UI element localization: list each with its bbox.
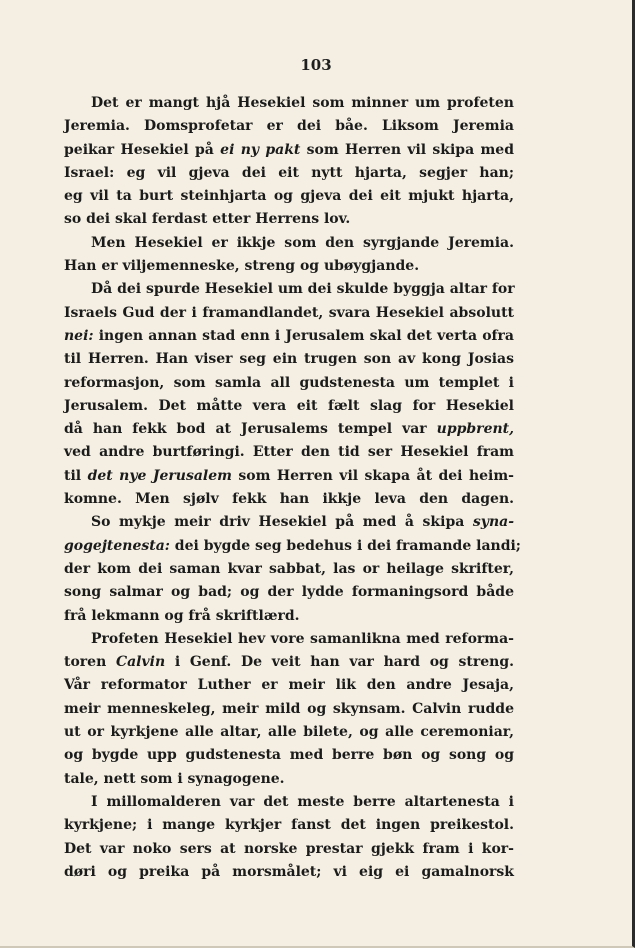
text-line [64, 162, 514, 185]
text-segment: toren [64, 654, 116, 671]
text-line [64, 232, 514, 255]
italic-text: uppbrent, [436, 421, 514, 438]
text-line [64, 744, 514, 767]
text-line [64, 768, 514, 791]
body-text [64, 92, 521, 884]
text-line [64, 395, 514, 418]
text-segment: Israel: eg vil gjeva dei eit nytt hjarta, segjer han; [64, 164, 514, 181]
text-line [64, 651, 514, 674]
text-line [64, 581, 514, 604]
text-segment: Vår reformator Luther er meir lik den andre Jesaja, [64, 677, 514, 694]
text-segment: ved andre burtføringi. Etter den tid ser Hesekiel fram [64, 444, 514, 461]
page-number: 103 [300, 56, 332, 74]
text-segment: Israels Gud der i framandlandet, svara Hesekiel absolutt [64, 304, 514, 321]
italic-text: Calvin [115, 654, 166, 671]
italic-text: gogejtenesta: [64, 537, 170, 554]
text-segment: som Herren vil skapa åt dei heim- [231, 467, 514, 484]
text-segment: og bygde upp gudstenesta med berre bøn og song og [64, 747, 514, 764]
text-segment: døri og preika på morsmålet; vi eig ei gamalnorsk [64, 863, 514, 880]
text-segment: peikar Hesekiel på [64, 141, 221, 158]
text-line [64, 115, 514, 138]
text-segment: Han er viljemenneske, streng og ubøygjande. [64, 258, 420, 275]
text-line [64, 511, 514, 534]
text-line [64, 372, 514, 395]
text-line [64, 605, 514, 628]
text-line [64, 185, 514, 208]
text-segment: komne. Men sjølv fekk han ikkje leva den dagen. [64, 491, 514, 508]
text-segment: frå lekmann og frå skriftlærd. [64, 607, 300, 624]
text-line [64, 628, 514, 651]
text-segment: då han fekk bod at Jerusalems tempel var [64, 421, 437, 438]
text-segment: Det var noko sers at norske prestar gjekk fram i kor- [64, 840, 514, 857]
text-segment: Det er mangt hjå Hesekiel som minner um profeten [91, 95, 514, 111]
text-line [64, 721, 514, 744]
italic-text: det nye Jerusalem [87, 467, 232, 484]
text-segment: Jeremia. Domsprofetar er dei båe. Liksom Jeremia [64, 118, 514, 135]
text-line [64, 698, 514, 721]
text-line [64, 302, 514, 325]
text-segment: til Herren. Han viser seg ein trugen son av kong Josias [64, 351, 514, 368]
text-segment: Jerusalem. Det måtte vera eit fælt slag for Hesekiel [64, 397, 514, 414]
text-line [64, 674, 514, 697]
text-segment: i Genf. De veit han var hard og streng. [165, 654, 515, 671]
text-line [64, 92, 514, 115]
text-line [64, 838, 514, 861]
text-line [64, 814, 514, 837]
text-line [64, 488, 514, 511]
text-segment: til [64, 467, 88, 484]
text-line [64, 791, 514, 814]
text-line [64, 208, 514, 231]
text-line [64, 465, 514, 488]
text-segment: der kom dei saman kvar sabbat, las or heilage skrifter, [64, 560, 514, 577]
text-line [64, 861, 514, 884]
text-segment: so dei skal ferdast etter Herrens lov. [64, 211, 351, 228]
text-line [64, 348, 514, 371]
text-line [64, 558, 514, 581]
text-line [64, 535, 521, 558]
text-segment: eg vil ta burt steinhjarta og gjeva dei eit mjukt hjarta, [64, 188, 514, 205]
text-line [64, 418, 514, 441]
text-segment: reformasjon, som samla all gudstenesta um templet i [64, 374, 514, 391]
text-line [64, 139, 514, 162]
text-segment: ut or kyrkjene alle altar, alle bilete, og alle ceremoniar, [64, 724, 514, 741]
text-segment: I millomalderen var det meste berre altartenesta i [91, 793, 514, 810]
text-segment: So mykje meir driv Hesekiel på med å skipa [91, 514, 473, 531]
italic-text: ei ny pakt [220, 141, 301, 158]
text-line [64, 441, 514, 464]
text-segment: Då dei spurde Hesekiel um dei skulde byggja altar for [91, 281, 515, 298]
italic-text: syna- [472, 514, 514, 531]
italic-text: nei: [64, 327, 94, 344]
text-segment: ingen annan stad enn i Jerusalem skal det verta ofra [93, 327, 514, 344]
text-line [64, 255, 514, 278]
text-line [64, 325, 514, 348]
text-segment: meir menneskeleg, meir mild og skynsam. Calvin rudde [64, 700, 514, 717]
text-line [64, 278, 514, 301]
text-segment: Profeten Hesekiel hev vore samanlikna med reforma- [91, 630, 514, 647]
text-segment: tale, nett som i synagogene. [64, 770, 285, 787]
text-segment: kyrkjene; i mange kyrkjer fanst det ingen preikestol. [64, 817, 514, 834]
text-segment: song salmar og bad; og der lydde formaningsord både [64, 584, 514, 601]
text-segment: dei bygde seg bedehus i dei framande landi; [169, 537, 521, 554]
text-segment: Men Hesekiel er ikkje som den syrgjande Jeremia. [91, 234, 514, 251]
text-segment: som Herren vil skipa med [300, 141, 514, 158]
